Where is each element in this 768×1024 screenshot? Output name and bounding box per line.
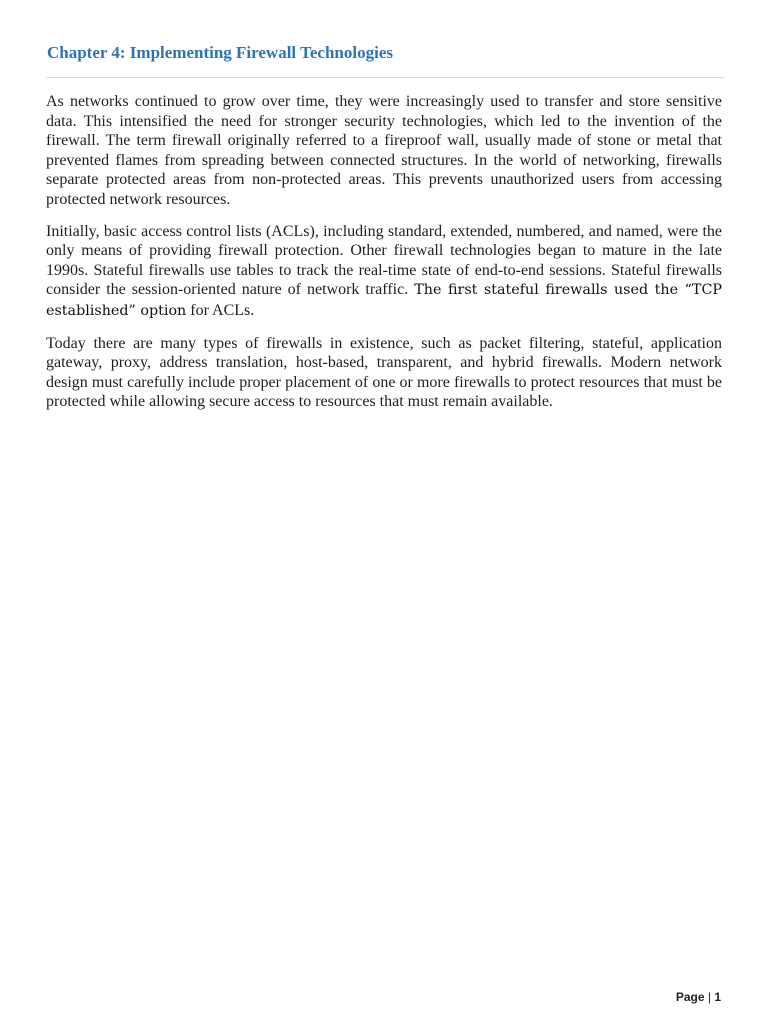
paragraph-1: As networks continued to grow over time, they were increasingly used to transfer and store sensitive data. This intensified the need for stronger security technologies, which led to the invention of the firewall. The term firewall originally referred to a fireproof wall, usually made of stone or metal that prevented flames from spreading between connected structures. In the world of networking, firewalls separate protected areas from non-protected areas. This prevents unauthorized users from accessing protected network resources. <box>46 93 722 208</box>
paragraph-3: Today there are many types of firewalls in existence, such as packet filtering, stateful, application gateway, proxy, address translation, host-based, transparent, and hybrid firewalls. Modern network design must carefully include proper placement of one or more firewalls to protect resources that must be protected while allowing secure access to resources that must remain available. <box>46 334 722 411</box>
paragraph-2 <box>46 222 722 322</box>
paragraph-2-lead: Initially, basic access control lists (ACLs), including standard, extended, numbered, and named, were the only means of providing firewall protection. Other firewall technologies began to mature in the late 1990s. Stateful firewalls use tables to track the real-time state of end-to-end sessions. Stateful firewalls consider the session-oriented nature of network traffic. <box>46 222 722 299</box>
page-number: 1 <box>714 990 721 1004</box>
paragraph-2-emphasis: The first stateful firewalls used the “TCP established” option <box>46 282 723 319</box>
chapter-title: Chapter 4: Implementing Firewall Technologies <box>47 43 393 62</box>
paragraph-2-tail: for ACLs. <box>186 301 255 319</box>
page-label: Page <box>675 990 705 1004</box>
title-divider <box>46 77 724 78</box>
body-text <box>46 92 722 424</box>
page-footer <box>676 990 721 1004</box>
page-separator: | <box>707 990 711 1004</box>
